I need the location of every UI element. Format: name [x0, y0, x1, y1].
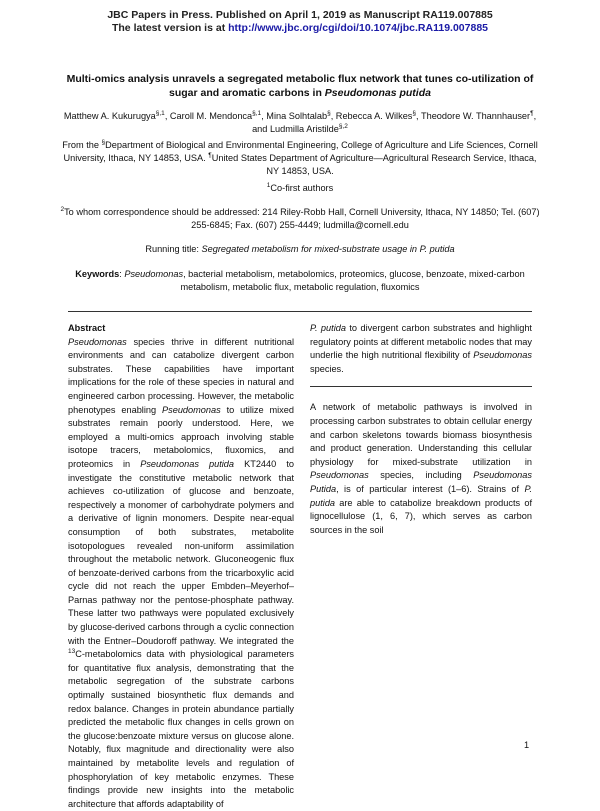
keywords-sep: : — [119, 269, 125, 279]
correspondence-text: To whom correspondence should be addressed: 214 Riley-Robb Hall, Cornell University, Ithaca, NY 14850; Tel. (607) 255-6845; Fax. (607) 255-4449; ludmilla@cornell.edu — [64, 207, 540, 230]
abstract-span: to utilize mixed substrates remain poorly understood. Here, we employed a multi-omics approach involving stable isotope tracers, metabolomics, fluxomics, and proteomics in — [68, 404, 294, 469]
intro-text — [310, 401, 532, 537]
abstract-column-left — [68, 322, 294, 811]
author: Matthew A. Kukurugya — [63, 111, 156, 121]
running-title — [60, 243, 540, 256]
correspondence-sup: 2 — [60, 205, 65, 213]
running-title-text: Segregated metabolism for mixed-substrate usage in P. putida — [201, 244, 455, 254]
intro-italic: Pseudomonas — [310, 470, 369, 481]
banner-prefix: The latest version is at — [111, 22, 229, 34]
abstract-end-divider — [310, 386, 532, 387]
intro-span: species, including — [368, 470, 474, 481]
affiliation-2: United States Department of Agriculture—Agricultural Research Service, Ithaca, NY 14853, USA. — [211, 153, 537, 176]
abstract-span: C-metabolomics data with physiological parameters for quantitative flux analysis, demonstrating that the metabolic segregation of the substrate carbons optimally sustained biosynthetic flux demands and redox balance. Changes in protein abundance partially predicted the metabolic flux changes in cells grown on the glucose:benzoate mixture versus on glucose alone. Notably, flux magnitude and directionality were also maintained by metabolite levels and regulation of phosphorylation of key metabolic enzymes. These findings provide new insights into the metabolic architecture that affords adaptability of — [68, 649, 294, 809]
correspondence-note — [60, 206, 540, 232]
keyword-first: Pseudomonas — [124, 269, 184, 279]
affiliation-sup: § — [101, 138, 106, 146]
intro-span: A network of metabolic pathways is involved in processing carbon substrates to obtain cellular energy and carbon skeletons towards biomass biosynthesis and product generation. Understanding this cellular physiology for mixed-substrate utilization in — [310, 402, 532, 467]
page-number: 1 — [524, 740, 530, 750]
author: , and Ludmilla Aristilde — [252, 111, 537, 134]
author-sup: § — [412, 109, 417, 117]
author-sup: § — [327, 109, 331, 117]
author-sup: ¶ — [530, 109, 534, 117]
keywords-label: Keywords — [75, 269, 120, 279]
co-first-text: Co-first authors — [270, 183, 334, 193]
banner-line-2 — [0, 22, 600, 35]
abstract-span: species thrive in different nutritional environments and can catabolize divergent carbon substrates. These capabilities have important implications for the role of these species in natural and engineered carbon processing. However, the metabolic phenotypes enabling — [68, 336, 294, 415]
author: , Rebecca A. Wilkes — [330, 111, 413, 121]
intro-italic: P. putida — [310, 483, 532, 508]
author: , Mina Solhtalab — [261, 111, 328, 121]
abstract-text-continued — [310, 322, 532, 376]
banner-line-1: JBC Papers in Press. Published on April 1, 2019 as Manuscript RA119.007885 — [107, 9, 493, 21]
intro-span: , is of particular interest (1–6). Strains of — [336, 483, 525, 494]
running-title-label: Running title: — [145, 244, 202, 254]
abstract-italic: P. putida — [310, 323, 346, 333]
author-sup: §,1 — [155, 109, 165, 117]
author-sup: §,1 — [252, 109, 262, 117]
abstract-italic: Pseudomonas — [68, 336, 127, 347]
abstract-span: KT2440 to investigate the constitutive metabolic network that achieves co-utilization of glucose and benzoate, respectively a monomer of carbohydrate polymers and a derivative of lignin monomers. Despite near-equal consumption of both substrates, metabolite isotopologues revealed non-uniform assimilation throughout the metabolic network. Gluconeogenic flux of benzoate-derived carbons from the tricarboxylic acid cycle did not reach the upper Embden–Meyerhof–Parnas pathway nor the pentose-phosphate pathway. These latter two pathways were populated exclusively by glucose-derived carbons through a cyclic connection with the Entner–Doudoroff pathway. We integrated the — [68, 458, 294, 646]
journal-banner — [0, 9, 600, 35]
abstract-text — [68, 336, 294, 811]
author: , Caroll M. Mendonca — [164, 111, 253, 121]
intro-span: are able to catabolize breakdown products of lignocellulose (1, 6, 7), which serves as carbon sources in the soil — [310, 497, 532, 535]
paper-title — [60, 72, 540, 100]
keywords — [60, 268, 540, 294]
section-divider — [68, 311, 532, 312]
abstract-heading: Abstract — [68, 323, 106, 333]
abstract-sup: 13 — [68, 648, 76, 656]
affiliation-1: Department of Biological and Environmental Engineering, College of Agriculture and Life Sciences, Cornell University, Ithaca, NY 14853, USA. — [63, 140, 538, 163]
co-first-sup: 1 — [266, 181, 271, 189]
doi-link[interactable]: http://www.jbc.org/cgi/doi/10.1074/jbc.RA119.007885 — [228, 22, 488, 34]
affiliation-prefix: From the — [62, 140, 102, 150]
title-organism: Pseudomonas putida — [324, 87, 431, 99]
abstract-span: to divergent carbon substrates and highlight regulatory points at different metabolic nodes that may underlie the high nutritional flexibility of — [310, 323, 532, 361]
author-list — [60, 110, 540, 136]
author-sup: §,2 — [338, 122, 348, 130]
abstract-italic: Pseudomonas putida — [140, 458, 235, 469]
affiliations — [60, 139, 540, 178]
keywords-rest: , bacterial metabolism, metabolomics, proteomics, glucose, benzoate, mixed-carbon metabolism, metabolic flux, metabolic regulation, fluxomics — [180, 269, 525, 292]
abstract-italic: Pseudomonas — [473, 350, 532, 361]
abstract-column-right — [310, 322, 532, 537]
title-text: Multi-omics analysis unravels a segregated metabolic flux network that tunes co-utilization of sugar and aromatic carbons in — [66, 73, 534, 99]
affiliation-sup: ¶ — [208, 151, 212, 159]
co-first-note — [60, 182, 540, 195]
intro-italic: Pseudomonas Putida — [310, 470, 532, 494]
abstract-span: species. — [310, 363, 344, 374]
abstract-italic: Pseudomonas — [161, 404, 221, 415]
author: , Theodore W. Thannhauser — [416, 111, 531, 121]
